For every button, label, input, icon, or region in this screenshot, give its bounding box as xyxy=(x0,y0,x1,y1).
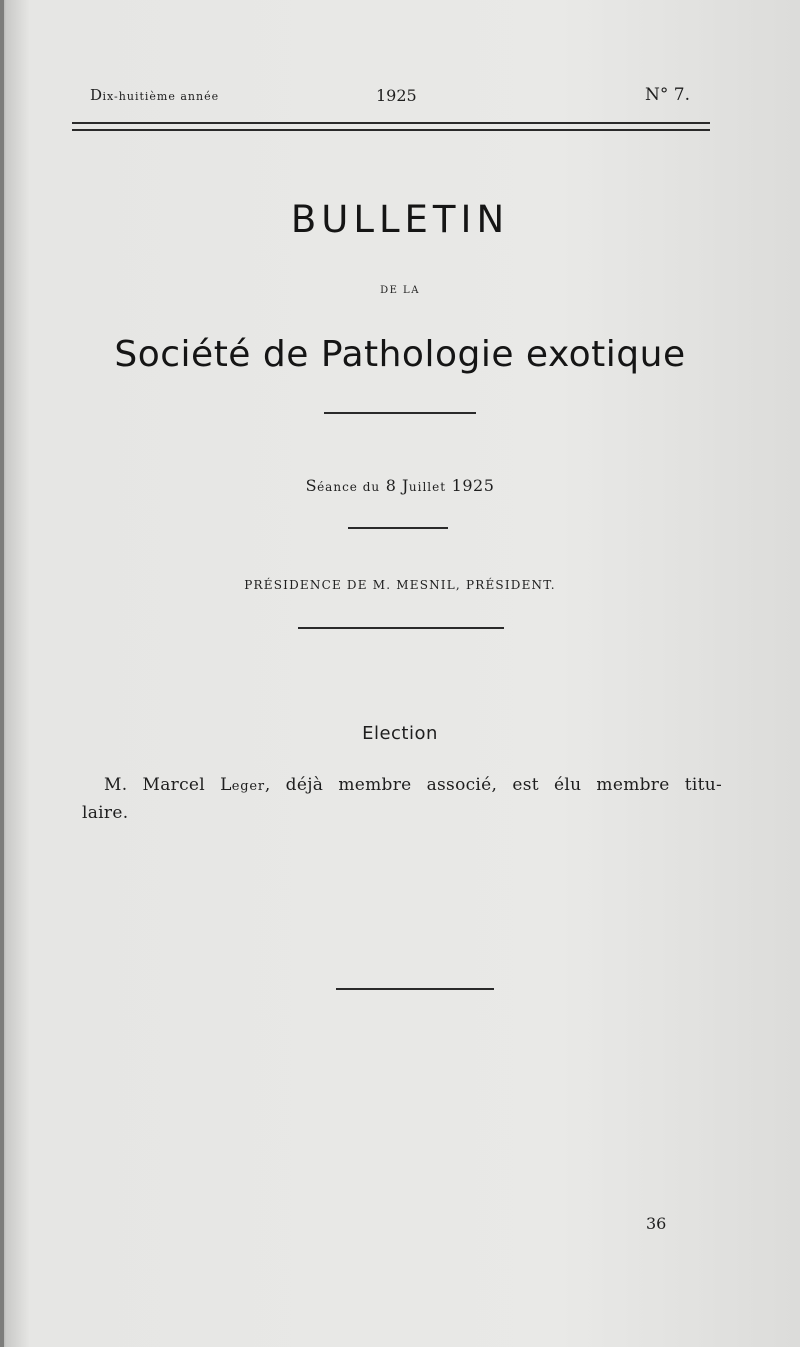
issue-number: N° 7. xyxy=(645,85,690,105)
divider-rule-2 xyxy=(348,527,448,529)
name-initial: L xyxy=(220,775,232,795)
month-rest: uillet xyxy=(408,480,447,494)
paragraph-line-2: laire. xyxy=(82,803,129,823)
closing-rule xyxy=(336,988,494,990)
divider-rule-1 xyxy=(324,412,476,414)
name-rest: eger xyxy=(231,779,265,794)
section-paragraph xyxy=(82,772,722,826)
month-initial: J xyxy=(401,476,409,495)
de-la-label: DE LA xyxy=(380,285,420,296)
seance-rest: éance du xyxy=(317,480,381,494)
society-name: Société de Pathologie exotique xyxy=(114,334,686,375)
text-end: , déjà membre associé, est élu membre titu- xyxy=(264,775,722,795)
session-date xyxy=(0,476,800,495)
text-start: M. Marcel xyxy=(104,775,221,795)
page-number: 36 xyxy=(646,1214,667,1233)
presidence-line: PRÉSIDENCE DE M. MESNIL, PRÉSIDENT. xyxy=(244,578,556,592)
running-header xyxy=(90,86,704,110)
session-day: 8 xyxy=(385,476,397,495)
volume-label xyxy=(90,86,219,104)
session-year: 1925 xyxy=(451,476,495,495)
seance-initial: S xyxy=(305,476,318,495)
divider-rule-3 xyxy=(298,627,504,629)
volume-initial: D xyxy=(90,86,103,104)
section-heading: Election xyxy=(362,723,438,744)
header-double-rule xyxy=(72,122,710,131)
paragraph-line-1 xyxy=(82,772,722,800)
volume-rest: ix-huitième année xyxy=(102,90,220,103)
header-year: 1925 xyxy=(376,86,417,105)
bulletin-title: BULLETIN xyxy=(290,198,510,241)
